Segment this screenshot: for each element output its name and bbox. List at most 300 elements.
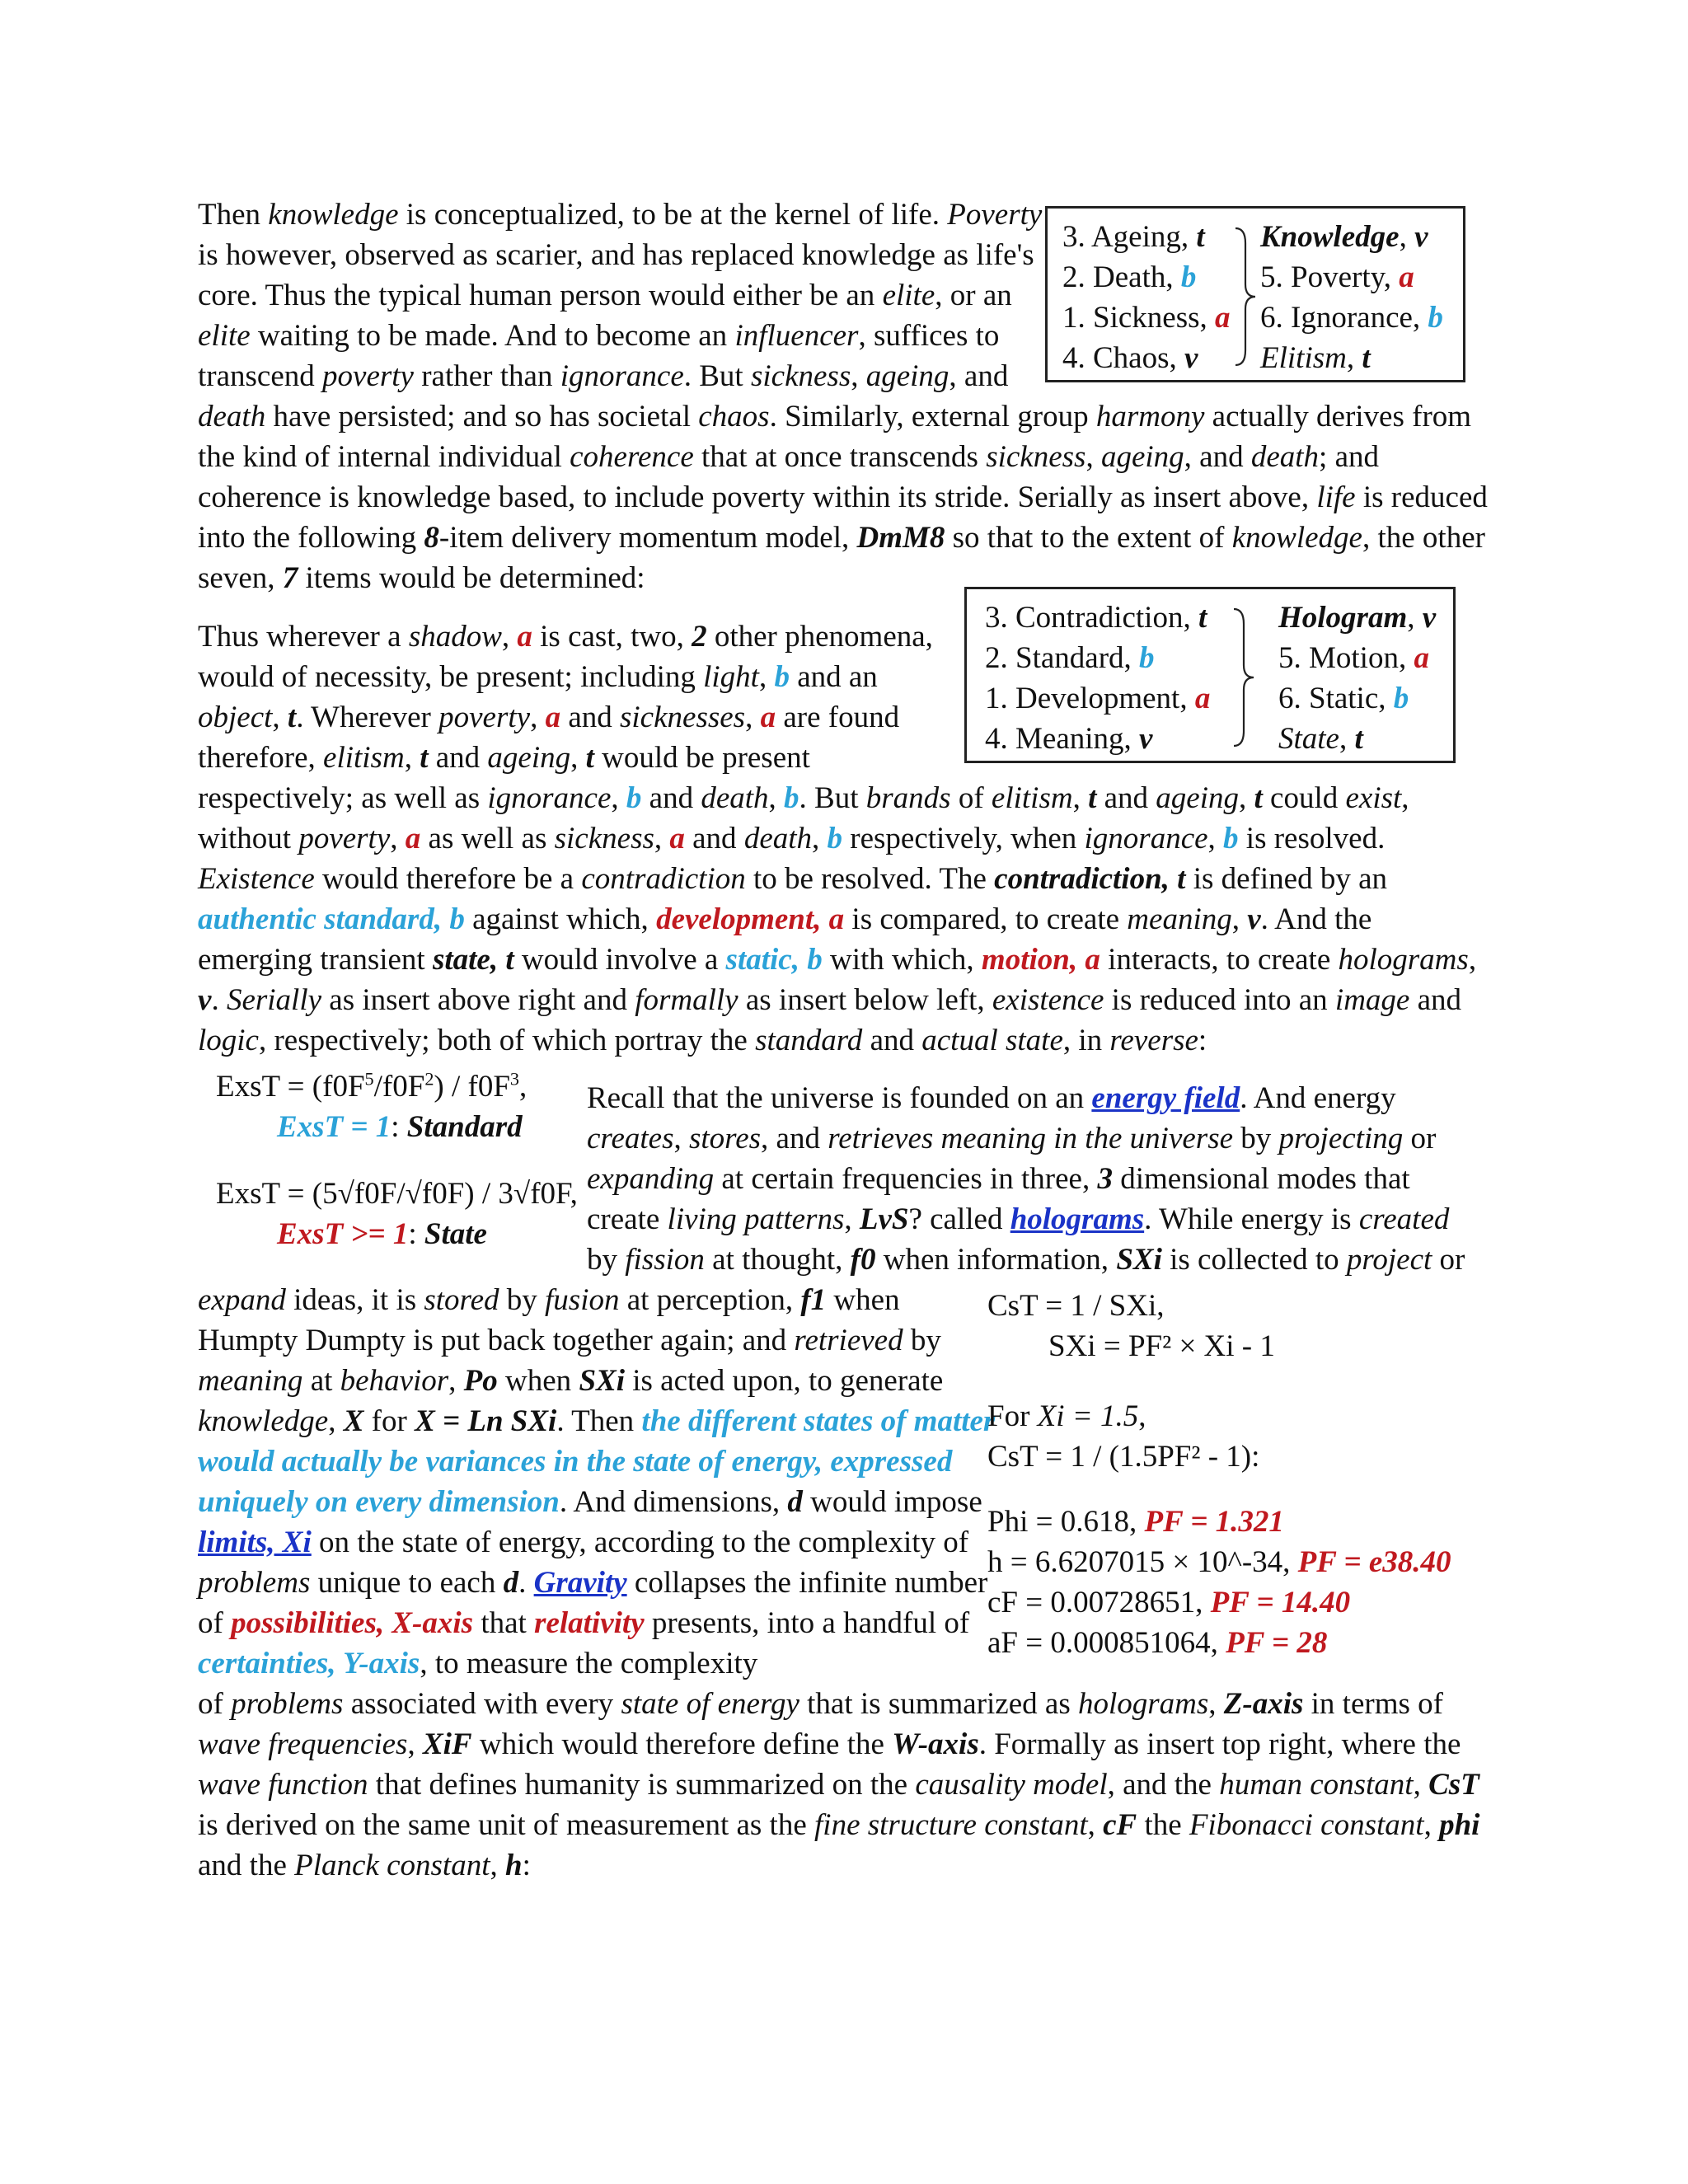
text-run: Knowledge xyxy=(1260,220,1400,254)
text-run: . While energy is xyxy=(1144,1202,1359,1236)
text-run: , suffices to xyxy=(858,319,1000,353)
hyperlink[interactable]: limits, Xi xyxy=(198,1526,312,1559)
text-run: 1. Sickness, xyxy=(1062,301,1215,335)
text-run: t xyxy=(1254,781,1263,815)
text-run: chaos xyxy=(698,400,770,434)
formula-sxi xyxy=(1048,1326,1275,1366)
text-run: v xyxy=(1422,601,1437,635)
text-run: ignorance xyxy=(560,359,684,393)
text-run: , xyxy=(407,1727,423,1761)
text-run: , or an xyxy=(935,279,1012,312)
text-run: that is summarized as xyxy=(799,1687,1078,1721)
text-run: would involve a xyxy=(513,943,726,977)
text-run: , in xyxy=(1062,1024,1110,1057)
text-run: , xyxy=(1072,781,1089,815)
text-run: , xyxy=(812,822,828,855)
text-run: , xyxy=(501,620,518,654)
box2-right-column xyxy=(1278,598,1436,759)
formula-exst-standard xyxy=(216,1066,527,1107)
text-run: t xyxy=(585,741,594,775)
text-run: expand xyxy=(198,1283,286,1317)
paragraph-1-line xyxy=(198,518,1488,558)
box1-left-column xyxy=(1062,217,1231,378)
text-run: which would therefore define the xyxy=(471,1727,893,1761)
text-run: and xyxy=(1409,983,1462,1017)
text-run: is reduced into an xyxy=(1104,983,1335,1017)
box1-right-column-line xyxy=(1260,257,1443,298)
text-run: b xyxy=(784,781,799,815)
text-run: shadow xyxy=(408,620,502,654)
text-run: , xyxy=(1401,781,1409,815)
text-run: actually derives from xyxy=(1204,400,1472,434)
text-run: a xyxy=(760,701,776,734)
text-run: 2. Standard, xyxy=(985,641,1140,675)
text-run: , xyxy=(1085,440,1101,474)
text-run: , xyxy=(1207,822,1224,855)
text-run: presents, into a handful of xyxy=(644,1606,970,1640)
paragraph-1-line xyxy=(198,437,1488,477)
text-run: holograms xyxy=(1338,943,1469,977)
text-run: relativity xyxy=(534,1606,645,1640)
text-run: projecting xyxy=(1278,1122,1404,1155)
text-run: ageing xyxy=(865,359,950,393)
text-run: ideas, it is xyxy=(285,1283,424,1317)
text-run: a xyxy=(669,822,685,855)
paragraph-2-line xyxy=(198,818,1476,859)
text-run: as insert above right and xyxy=(321,983,635,1017)
text-run: transcend xyxy=(198,359,323,393)
text-run: Poverty xyxy=(947,198,1043,232)
box2-left-column xyxy=(985,598,1210,759)
text-run: sickness xyxy=(750,359,851,393)
text-run: meaning xyxy=(198,1364,303,1398)
paragraph-1-line xyxy=(198,477,1488,518)
paragraph-4-line xyxy=(198,1684,1479,1724)
formula-exst-state xyxy=(216,1174,578,1214)
paragraph-3-line xyxy=(587,1199,1465,1240)
text-run: , xyxy=(570,741,586,775)
text-run: motion, a xyxy=(981,943,1100,977)
text-run: are found xyxy=(776,701,900,734)
text-run: t xyxy=(420,741,429,775)
text-run: 6. Ignorance, xyxy=(1260,301,1428,335)
text-run: , xyxy=(851,359,866,393)
text-run: ; and xyxy=(1319,440,1379,474)
text-run: a xyxy=(1215,301,1231,335)
insert-box-1 xyxy=(1045,206,1465,382)
text-run: Planck constant xyxy=(294,1849,490,1882)
text-run: -item delivery momentum model, xyxy=(438,521,857,555)
box2-right-column-line xyxy=(1278,719,1436,759)
box2-left-column-line xyxy=(985,678,1210,719)
text-run: logic xyxy=(198,1024,259,1057)
text-run: State xyxy=(1278,722,1339,756)
text-run: living patterns xyxy=(667,1202,845,1236)
hyperlink[interactable]: Gravity xyxy=(533,1566,627,1600)
paragraph-4-line xyxy=(198,1280,1479,1320)
text-run: Humpty Dumpty is put back together again; and xyxy=(198,1324,795,1357)
text-run: rather than xyxy=(413,359,560,393)
exst-state-name: State xyxy=(424,1217,487,1251)
text-run: , xyxy=(758,660,775,694)
text-run: CsT xyxy=(1428,1768,1479,1802)
text-run: is cast, two, xyxy=(532,620,692,654)
text-run: Then xyxy=(198,198,269,232)
text-run: Existence xyxy=(198,862,315,896)
text-run: . Formally as insert top right, where the xyxy=(978,1727,1461,1761)
text-run: 6. Static, xyxy=(1278,682,1394,715)
paragraph-2-line xyxy=(198,778,1476,818)
text-run: stored xyxy=(424,1283,499,1317)
text-run: . And dimensions, xyxy=(559,1485,788,1519)
constants-list xyxy=(987,1502,1451,1663)
text-run: SXi xyxy=(579,1364,625,1398)
text-run: with which, xyxy=(822,943,982,977)
text-run: would be present xyxy=(593,741,810,775)
text-run: and an xyxy=(789,660,878,694)
text-run: when xyxy=(826,1283,900,1317)
text-run: is derived on the same unit of measurement as the xyxy=(198,1808,815,1842)
text-run: , xyxy=(1407,601,1423,635)
text-run: a xyxy=(517,620,532,654)
text-run: 7 xyxy=(282,561,298,595)
text-run: , and xyxy=(1184,440,1251,474)
text-run: human constant xyxy=(1219,1768,1414,1802)
text-run: formally xyxy=(635,983,738,1017)
paragraph-3 xyxy=(587,1078,1465,1280)
exst-state-value: ExsT >= 1 xyxy=(277,1217,409,1251)
constant-row xyxy=(987,1582,1451,1623)
text-run: , xyxy=(654,822,670,855)
text-run: life xyxy=(1316,480,1356,514)
text-run: causality model xyxy=(915,1768,1108,1802)
text-run: , xyxy=(1208,1687,1224,1721)
box1-left-column-line xyxy=(1062,338,1231,378)
text-run: , xyxy=(1413,1768,1429,1802)
formula-exst-standard-label: ExsT = 1: Standard xyxy=(277,1110,523,1144)
text-run: possibilities, X-axis xyxy=(231,1606,474,1640)
text-run: sicknesses xyxy=(620,701,746,734)
text-run: death xyxy=(701,781,769,815)
formula-cst xyxy=(987,1286,1164,1326)
text-run: actual state xyxy=(921,1024,1063,1057)
text-run: without xyxy=(198,822,299,855)
constant-label: h = 6.6207015 × 10^-34, xyxy=(987,1545,1298,1579)
text-run: other phenomena, xyxy=(706,620,933,654)
text-run: creates xyxy=(587,1122,674,1155)
hyperlink[interactable]: holograms xyxy=(1010,1202,1145,1236)
text-run: the different states of matter xyxy=(641,1404,996,1438)
text-run: so that to the extent of xyxy=(945,521,1232,555)
text-run: the kind of internal individual xyxy=(198,440,570,474)
text-run: X = Ln SXi xyxy=(415,1404,557,1438)
text-run: when xyxy=(497,1364,579,1398)
text-run: . Wherever xyxy=(296,701,439,734)
constant-pf-value: PF = 1.321 xyxy=(1144,1505,1284,1539)
text-run: a xyxy=(405,822,421,855)
text-run: is compared, to create xyxy=(844,902,1128,936)
text-run: , xyxy=(448,1364,464,1398)
text-run: knowledge xyxy=(1231,521,1362,555)
paragraph-3-line xyxy=(587,1078,1465,1118)
text-run: , xyxy=(611,781,626,815)
text-run: Serially xyxy=(226,983,322,1017)
paragraph-4-line xyxy=(198,1805,1479,1845)
text-run: on the state of energy, according to the complexity of xyxy=(311,1526,969,1559)
insert-box-2 xyxy=(964,587,1456,763)
text-run: XiF xyxy=(422,1727,472,1761)
text-run: and xyxy=(428,741,488,775)
text-run: seven, xyxy=(198,561,283,595)
text-run: , xyxy=(768,781,785,815)
text-run: ageing xyxy=(1156,781,1239,815)
text-run: against which, xyxy=(464,902,657,936)
text-run: . And energy xyxy=(1240,1081,1396,1115)
text-run: fission xyxy=(625,1243,705,1277)
text-run: by xyxy=(1233,1122,1279,1155)
text-run: death xyxy=(1250,440,1320,474)
box1-right-column-line xyxy=(1260,217,1443,257)
text-run: respectively; as well as xyxy=(198,781,488,815)
text-run: W-axis xyxy=(892,1727,979,1761)
text-run: . xyxy=(518,1566,534,1600)
text-run: ignorance xyxy=(487,781,612,815)
text-run: respectively, when xyxy=(842,822,1085,855)
formula-for-xi xyxy=(987,1396,1146,1436)
text-run: 5. Poverty, xyxy=(1260,260,1400,294)
text-run: X xyxy=(343,1404,364,1438)
text-run: fusion xyxy=(545,1283,620,1317)
text-run: by xyxy=(587,1243,626,1277)
text-run: holograms xyxy=(1077,1687,1209,1721)
text-run: elitism xyxy=(991,781,1073,815)
text-run: core. Thus the typical human person would either be an xyxy=(198,279,883,312)
text-run: and the xyxy=(198,1849,295,1882)
text-run: , xyxy=(490,1849,505,1882)
text-run: could xyxy=(1262,781,1346,815)
paragraph-3-line xyxy=(587,1240,1465,1280)
text-run: of xyxy=(950,781,992,815)
text-run: or xyxy=(1403,1122,1437,1155)
exst-eq2: ExsT = (5√f0F/√f0F) / 3√f0F, xyxy=(216,1177,578,1211)
brace-icon xyxy=(1232,227,1257,367)
text-run: , xyxy=(1423,1808,1440,1842)
text-run: , xyxy=(745,701,761,734)
text-run: , xyxy=(1087,1808,1104,1842)
text-run: when information, xyxy=(875,1243,1117,1277)
text-run: as insert below left, xyxy=(738,983,992,1017)
text-run: b xyxy=(1223,822,1239,855)
text-run: , xyxy=(1339,722,1355,756)
exst-standard-value: ExsT = 1 xyxy=(277,1110,392,1144)
text-run: influencer xyxy=(734,319,859,353)
text-run: v xyxy=(1139,722,1153,756)
text-run: death xyxy=(198,400,266,434)
text-run: 2 xyxy=(692,620,707,654)
text-run: emerging transient xyxy=(198,943,433,977)
text-run: knowledge xyxy=(268,198,399,232)
text-run: state, t xyxy=(432,943,514,977)
text-run: t xyxy=(287,701,297,734)
box2-right-column-line xyxy=(1278,638,1436,678)
paragraph-2-line xyxy=(198,1020,1476,1061)
text-run: harmony xyxy=(1095,400,1205,434)
exst-eq1-prefix: ExsT = $(f0F^5/f0F^2) / f0F^3$, xyxy=(216,1068,528,1104)
text-run: , xyxy=(1231,902,1248,936)
text-run: would actually be variances in the state of energy, expressed xyxy=(198,1445,953,1479)
text-run: standard xyxy=(755,1024,863,1057)
text-run: associated with every xyxy=(343,1687,621,1721)
text-run: at xyxy=(302,1364,340,1398)
text-run: , xyxy=(1468,943,1477,977)
text-run: f1 xyxy=(800,1283,827,1317)
text-run: create xyxy=(587,1202,668,1236)
text-run: retrieves meaning in the universe xyxy=(828,1122,1234,1155)
text-run: and xyxy=(560,701,620,734)
text-run: cF xyxy=(1103,1808,1137,1842)
text-run: and xyxy=(641,781,701,815)
text-run: have persisted; and so has societal xyxy=(265,400,699,434)
text-run: 3. Ageing, xyxy=(1062,220,1197,254)
text-run: b xyxy=(626,781,642,815)
text-run: b xyxy=(1393,682,1409,715)
text-run: 3. Contradiction, xyxy=(985,601,1198,635)
text-run: b xyxy=(774,660,790,694)
text-run: . But xyxy=(799,781,866,815)
text-run: and xyxy=(684,822,744,855)
text-run: by xyxy=(499,1283,546,1317)
text-run: 4. Chaos, xyxy=(1062,341,1184,375)
text-run: that xyxy=(473,1606,535,1640)
text-run: ageing xyxy=(487,741,571,775)
hyperlink[interactable]: energy field xyxy=(1091,1081,1240,1115)
paragraph-4-line xyxy=(198,1845,1479,1886)
text-run: , xyxy=(673,1122,689,1155)
paragraph-3-line xyxy=(587,1159,1465,1199)
text-run: and xyxy=(1096,781,1156,815)
text-run: SXi xyxy=(1116,1243,1162,1277)
text-run: t xyxy=(1198,601,1207,635)
text-run: t xyxy=(1196,220,1205,254)
paragraph-2-line xyxy=(198,859,1476,899)
text-run: elite xyxy=(198,319,251,353)
text-run: poverty xyxy=(298,822,391,855)
text-run: , xyxy=(272,701,288,734)
text-run: state of energy xyxy=(621,1687,799,1721)
constant-row xyxy=(987,1502,1451,1542)
text-run: f0 xyxy=(850,1243,876,1277)
text-run: , xyxy=(1399,220,1415,254)
text-run: created xyxy=(1358,1202,1450,1236)
text-run: b xyxy=(827,822,843,855)
text-run: to be resolved. The xyxy=(745,862,995,896)
text-run: expanding xyxy=(587,1162,715,1196)
text-run: , xyxy=(844,1202,860,1236)
box1-left-column-line xyxy=(1062,257,1231,298)
text-run: Po xyxy=(463,1364,498,1398)
text-run: elitism xyxy=(323,741,405,775)
text-run: , the other xyxy=(1362,521,1485,555)
text-run: , respectively; both of which portray the xyxy=(258,1024,756,1057)
text-run: certainties, Y-axis xyxy=(198,1647,420,1680)
text-run: ? called xyxy=(908,1202,1010,1236)
text-run: contradiction, t xyxy=(994,862,1186,896)
text-run: b xyxy=(1180,260,1197,294)
text-run: meaning xyxy=(1127,902,1232,936)
constant-label: cF = 0.00728651, xyxy=(987,1586,1211,1619)
paragraph-1-line xyxy=(198,396,1488,437)
text-run: dimensional modes that xyxy=(1112,1162,1410,1196)
text-run: poverty xyxy=(322,359,414,393)
box2-left-column-line xyxy=(985,719,1210,759)
text-run: v xyxy=(1247,902,1261,936)
text-run: 1. Development, xyxy=(985,682,1195,715)
text-run: would therefore be a xyxy=(314,862,582,896)
text-run: interacts, to create xyxy=(1100,943,1339,977)
text-run: Elitism xyxy=(1260,341,1347,375)
text-run: items would be determined: xyxy=(298,561,645,595)
text-run: that at once transcends xyxy=(693,440,987,474)
text-run: d xyxy=(787,1485,803,1519)
formula-exst-state-label: ExsT >= 1: State xyxy=(277,1217,487,1251)
constant-pf-value: PF = e38.40 xyxy=(1297,1545,1451,1579)
box1-right-column xyxy=(1260,217,1443,378)
text-run: coherence xyxy=(570,440,694,474)
text-run: Thus wherever a xyxy=(198,620,409,654)
text-run: Recall that the universe is founded on an xyxy=(587,1081,1092,1115)
text-run: , xyxy=(1346,341,1362,375)
text-run: therefore, xyxy=(198,741,324,775)
box2-right-column-line xyxy=(1278,678,1436,719)
text-run: Z-axis xyxy=(1223,1687,1304,1721)
text-run: Hologram xyxy=(1278,601,1408,635)
paragraph-2-line xyxy=(198,940,1476,980)
paragraph-4-line xyxy=(198,1441,1479,1482)
box2-left-column-line xyxy=(985,638,1210,678)
constant-row xyxy=(987,1623,1451,1663)
text-run: : xyxy=(522,1849,531,1882)
text-run: brands xyxy=(865,781,951,815)
text-run: unique to each xyxy=(310,1566,504,1600)
text-run: waiting to be made. And to become an xyxy=(250,319,735,353)
text-run: is however, observed as scarier, and has replaced knowledge as life's xyxy=(198,238,1034,272)
text-run: poverty xyxy=(438,701,531,734)
for-xi-value: Xi = 1.5 xyxy=(1037,1399,1139,1433)
text-run: is collected to xyxy=(1161,1243,1347,1277)
text-run: problems xyxy=(198,1566,311,1600)
text-run: a xyxy=(1399,260,1414,294)
text-run: coherence is knowledge based, to include poverty within its stride. Serially as insert above, xyxy=(198,480,1317,514)
paragraph-4-line xyxy=(198,1765,1479,1805)
text-run: ageing xyxy=(1100,440,1184,474)
text-run: fine structure constant xyxy=(814,1808,1088,1842)
text-run: , xyxy=(328,1404,344,1438)
text-run: at thought, xyxy=(704,1243,851,1277)
constant-pf-value: PF = 28 xyxy=(1226,1626,1328,1660)
text-run: exist xyxy=(1345,781,1402,815)
text-run: is reduced xyxy=(1355,480,1488,514)
text-run: , xyxy=(1239,781,1254,815)
text-run: . But xyxy=(683,359,751,393)
text-run: in terms of xyxy=(1303,1687,1443,1721)
text-run: , and xyxy=(761,1122,828,1155)
box1-right-column-line xyxy=(1260,338,1443,378)
text-run: of xyxy=(198,1606,232,1640)
text-run: 3 xyxy=(1097,1162,1113,1196)
text-run: at certain frequencies in three, xyxy=(714,1162,1098,1196)
text-run: knowledge xyxy=(198,1404,329,1438)
text-run: that defines humanity is summarized on the xyxy=(368,1768,916,1802)
